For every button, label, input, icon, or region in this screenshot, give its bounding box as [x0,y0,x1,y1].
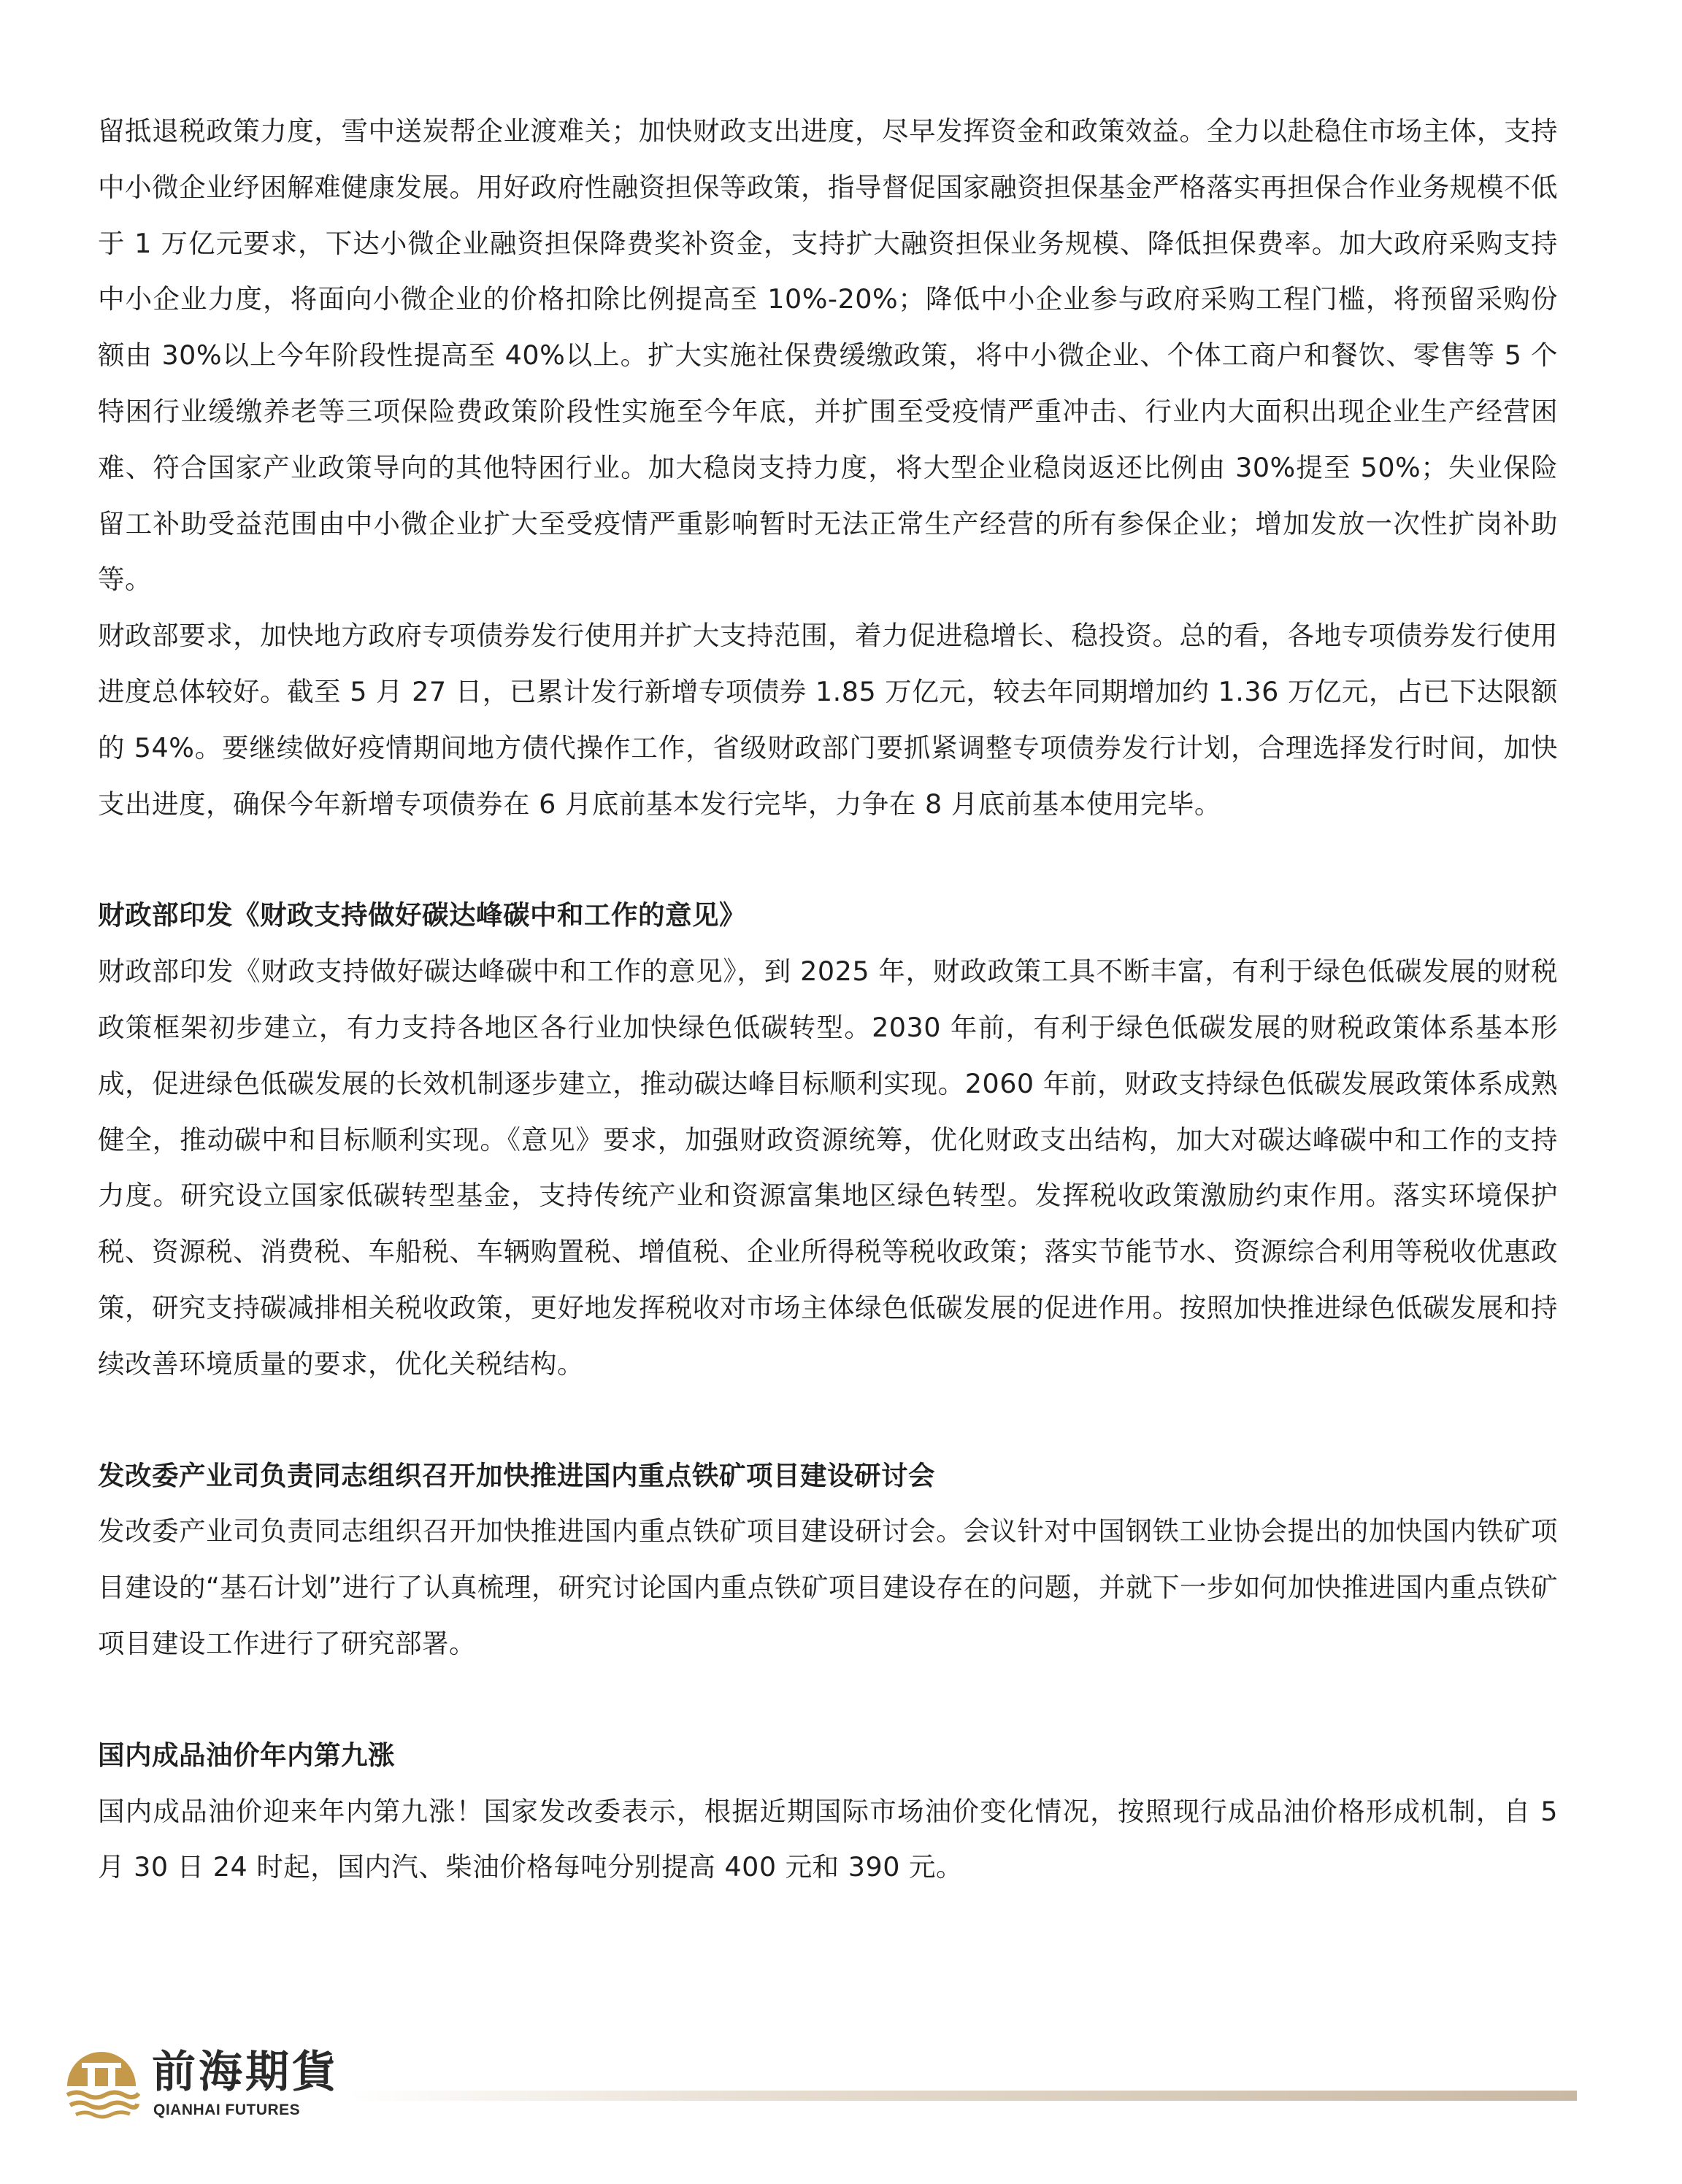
intro-paragraph-1: 留抵退税政策力度，雪中送炭帮企业渡难关；加快财政支出进度，尽早发挥资金和政策效益。全力以赴稳住市场主体，支持中小微企业纾困解难健康发展。用好政府性融资担保等政策，指导督促国家融资担保基金严格落实再担保合作业务规模不低于 1 万亿元要求，下达小微企业融资担保降费奖补资金，支持扩大融资担保业务规模、降低担保费率。加大政府采购支持中小企业力度，将面向小微企业的价格扣除比例提高至 10%-20%；降低中小企业参与政府采购工程门槛，将预留采购份额由 30%以上今年阶段性提高至 40%以上。扩大实施社保费缓缴政策，将中小微企业、个体工商户和餐饮、零售等 5 个特困行业缓缴养老等三项保险费政策阶段性实施至今年底，并扩围至受疫情严重冲击、行业内大面积出现企业生产经营困难、符合国家产业政策导向的其他特困行业。加大稳岗支持力度，将大型企业稳岗返还比例由 30%提至 50%；失业保险留工补助受益范围由中小微企业扩大至受疫情严重影响暂时无法正常生产经营的所有参保企业；增加发放一次性扩岗补助等。 [98,115,1558,596]
news-section-oil-price [98,1728,1558,1896]
section-body: 国内成品油价迎来年内第九涨！国家发改委表示，根据近期国际市场油价变化情况，按照现行成品油价格形成机制，自 5 月 30 日 24 时起，国内汽、柴油价格每吨分别提高 400 元和 390 元。 [98,1795,1558,1883]
section-title: 财政部印发《财政支持做好碳达峰碳中和工作的意见》 [98,899,746,931]
logo-chinese-name: 前海期貨 [152,2047,339,2098]
logo-english-name: QIANHAI FUTURES [153,2102,301,2118]
news-section-carbon [98,888,1558,1392]
section-title: 国内成品油价年内第九涨 [98,1739,395,1771]
section-title: 发改委产业司负责同志组织召开加快推进国内重点铁矿项目建设研讨会 [98,1459,935,1491]
document-body [98,104,1558,1896]
news-section-iron-ore [98,1448,1558,1672]
footer-divider [347,2091,1577,2101]
page-footer [63,2042,1581,2130]
section-body: 发改委产业司负责同志组织召开加快推进国内重点铁矿项目建设研讨会。会议针对中国钢铁工业协会提出的加快国内铁矿项目建设的“基石计划”进行了认真梳理，研究讨论国内重点铁矿项目建设存在的问题，并就下一步如何加快推进国内重点铁矿项目建设工作进行了研究部署。 [98,1515,1558,1659]
intro-paragraph-2: 财政部要求，加快地方政府专项债券发行使用并扩大支持范围，着力促进稳增长、稳投资。总的看，各地专项债券发行使用进度总体较好。截至 5 月 27 日，已累计发行新增专项债券 1.85 万亿元，较去年同期增加约 1.36 万亿元，占已下达限额的 54%。要继续做好疫情期间地方债代操作工作，省级财政部门要抓紧调整专项债券发行计划，合理选择发行时间，加快支出进度，确保今年新增专项债券在 6 月底前基本发行完毕，力争在 8 月底前基本使用完毕。 [98,620,1558,820]
section-body: 财政部印发《财政支持做好碳达峰碳中和工作的意见》，到 2025 年，财政政策工具不断丰富，有利于绿色低碳发展的财税政策框架初步建立，有力支持各地区各行业加快绿色低碳转型。2030 年前，有利于绿色低碳发展的财税政策体系基本形成，促进绿色低碳发展的长效机制逐步建立，推动碳达峰目标顺利实现。2060 年前，财政支持绿色低碳发展政策体系成熟健全，推动碳中和目标顺利实现。《意见》要求，加强财政资源统筹，优化财政支出结构，加大对碳达峰碳中和工作的支持力度。研究设立国家低碳转型基金，支持传统产业和资源富集地区绿色转型。发挥税收政策激励约束作用。落实环境保护税、资源税、消费税、车船税、车辆购置税、增值税、企业所得税等税收政策；落实节能节水、资源综合利用等税收优惠政策，研究支持碳减排相关税收政策，更好地发挥税收对市场主体绿色低碳发展的促进作用。按照加快推进绿色低碳发展和持续改善环境质量的要求，优化关税结构。 [98,956,1558,1380]
qianhai-logo-icon [63,2045,140,2121]
